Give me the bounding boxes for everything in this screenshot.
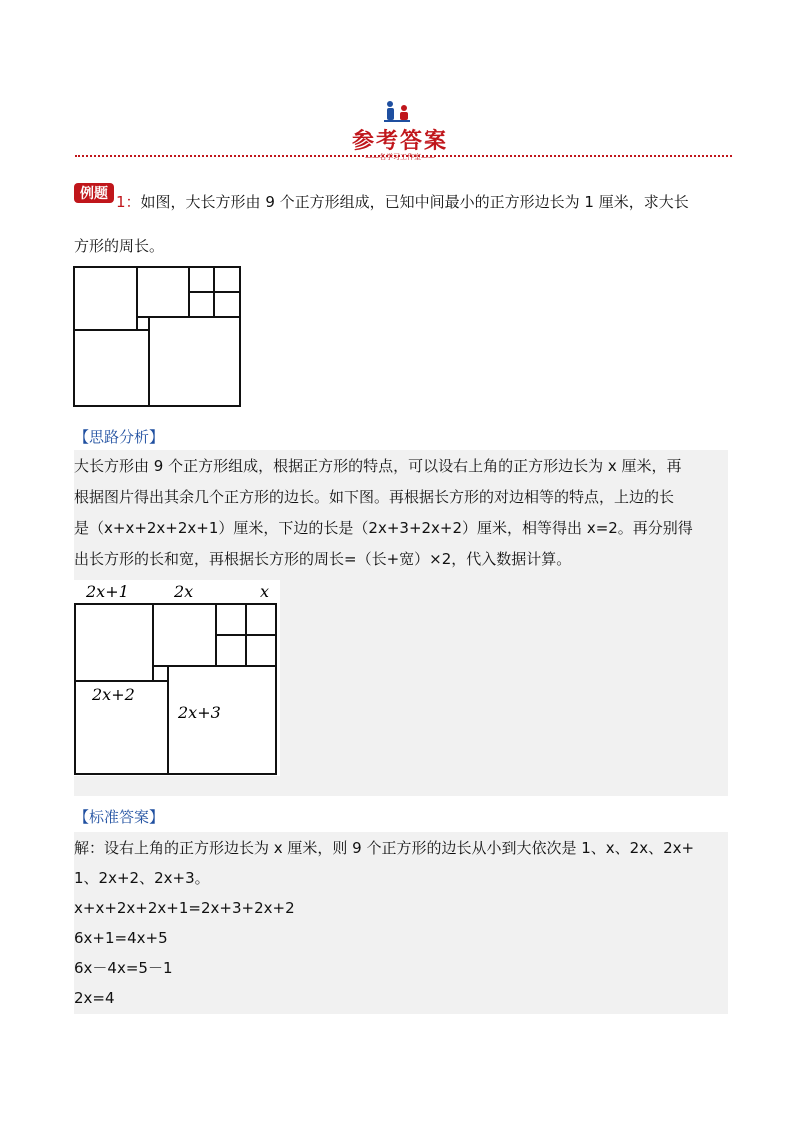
square-1 [137,317,149,330]
question-figure [73,266,243,408]
answer-heading: 【标准答案】 [74,808,165,826]
page-title: 参考答案 [351,129,448,154]
square-2x [137,267,189,317]
label-2x-plus-2: 2x+2 [92,685,135,704]
equation-line: 6x－4x=5－1 [74,959,173,977]
outer-rectangle [74,267,240,406]
analysis-line: 是（x+x+2x+2x+1）厘米，下边的长是（2x+3+2x+2）厘米，相等得出 x=2。再分别得 [74,519,693,537]
square-2x-plus-2 [74,330,149,406]
analysis-line: 大长方形由 9 个正方形组成，根据正方形的特点，可以设右上角的正方形边长为 x 厘米，再 [74,457,682,475]
square-x-1 [189,267,214,292]
label-2x-plus-1: 2x+1 [86,582,129,601]
question-number: 1： [116,193,141,211]
header-subtitle: ——名学习工作室—— [365,153,435,161]
label-2x-plus-3: 2x+3 [178,703,221,722]
question-text-line1: 如图，大长方形由 9 个正方形组成，已知中间最小的正方形边长为 1 厘米，求大长 [140,193,689,211]
labeled-figure [74,580,280,776]
square-x-3 [189,292,214,317]
square-x-4 [214,292,240,317]
answer-line: 1、2x+2、2x+3。 [74,869,210,887]
square-2x-plus-1 [74,267,137,330]
svg-text:例题: 例题 [80,186,108,202]
equation-line: 6x+1=4x+5 [74,929,168,947]
label-x: x [260,582,270,601]
question-text-line2: 方形的周长。 [74,237,165,255]
analysis-line: 出长方形的长和宽，再根据长方形的周长=（长+宽）×2，代入数据计算。 [74,550,572,568]
equation-line: x+x+2x+2x+1=2x+3+2x+2 [74,899,295,917]
label-2x: 2x [174,582,194,601]
equation-line: 2x=4 [74,989,115,1007]
answer-block [74,832,728,1014]
analysis-heading: 【思路分析】 [74,428,165,446]
teacher-logo-icon [382,100,412,124]
square-x-2 [214,267,240,292]
answer-line: 解：设右上角的正方形边长为 x 厘米，则 9 个正方形的边长从小到大依次是 1、x、2x、2x+ [74,839,695,857]
example-badge [74,181,116,205]
analysis-line: 根据图片得出其余几个正方形的边长。如下图。再根据长方形的对边相等的特点，上边的长 [74,488,675,506]
square-2x-plus-3 [149,317,240,406]
